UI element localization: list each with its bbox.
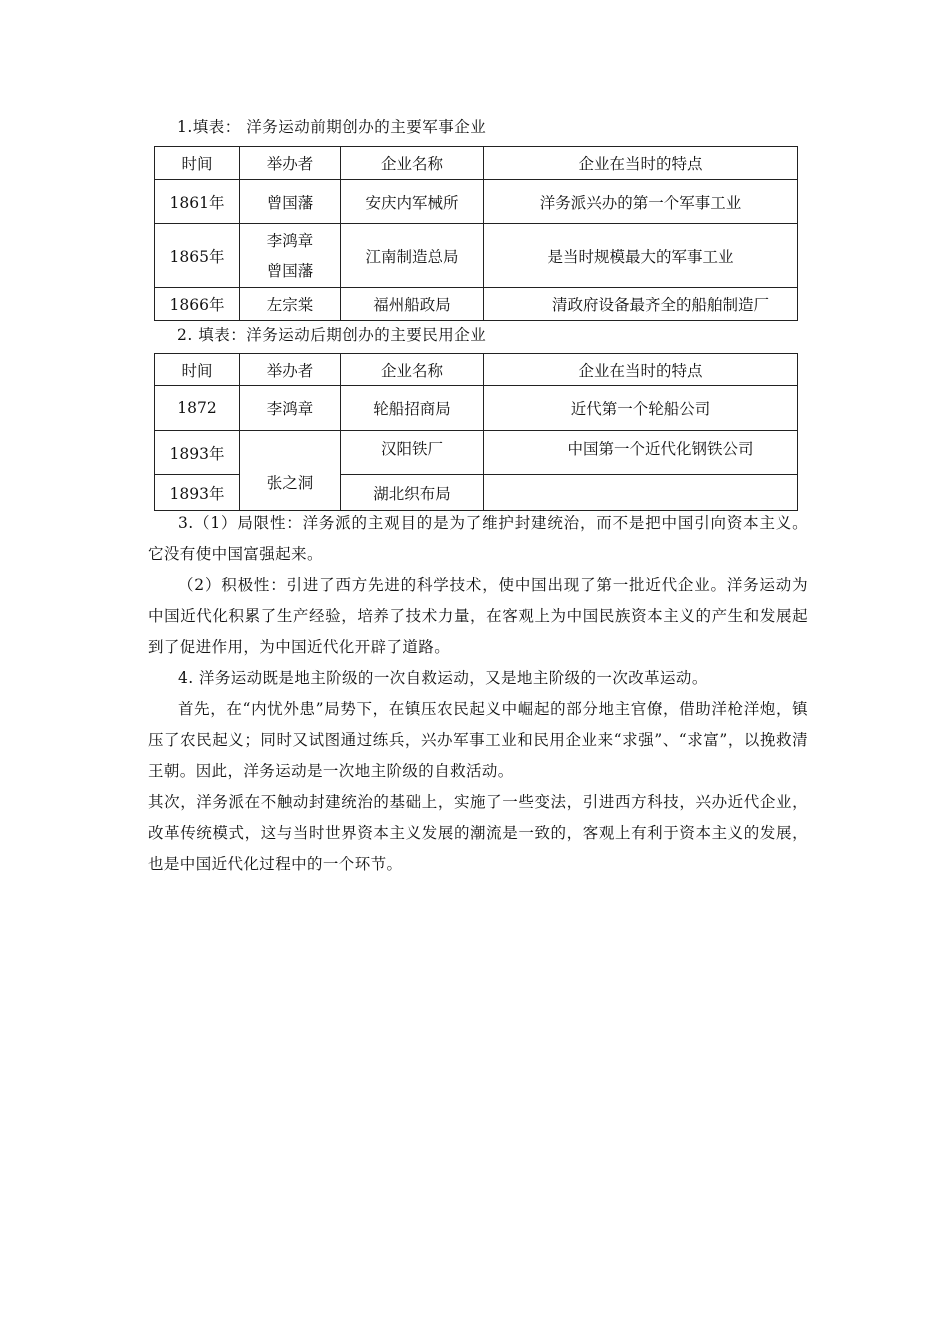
cell-feature: 中国第一个近代化钢铁公司 [484,431,798,475]
header-organizer: 举办者 [240,147,341,180]
cell-enterprise: 江南制造总局 [341,224,484,288]
cell-time: 1893年 [155,431,240,475]
answer-4-second: 其次，洋务派在不触动封建统治的基础上，实施了一些变法，引进西方科技，兴办近代企业，改革传统模式，这与当时世界资本主义发展的潮流是一致的，客观上有利于资本主义的发展，也是中国近代化过程中的一个环节。 [148,793,808,873]
table-row [155,224,798,288]
table-row [155,431,798,475]
organizer-line: 曾国藩 [266,261,314,280]
cell-enterprise: 安庆内军械所 [341,180,484,224]
cell-feature [484,475,798,511]
cell-feature: 清政府设备最齐全的船舶制造厂 [484,288,798,321]
cell-organizer: 左宗棠 [240,288,341,321]
answer-3-limitation: 3.（1）局限性：洋务派的主观目的是为了维护封建统治，而不是把中国引向资本主义。它没有使中国富强起来。 [148,514,808,563]
cell-feature: 近代第一个轮船公司 [484,386,798,431]
cell-organizer: 张之洞 [240,431,341,511]
header-enterprise: 企业名称 [341,354,484,386]
table-row [155,180,798,224]
answer-4-first: 首先，在“内忧外患”局势下，在镇压农民起义中崛起的部分地主官僚，借助洋枪洋炮，镇压了农民起义；同时又试图通过练兵，兴办军事工业和民用企业来“求强”、“求富”，以挽救清王朝。因此，洋务运动是一次地主阶级的自救活动。 [148,700,808,780]
cell-feature: 是当时规模最大的军事工业 [484,224,798,288]
cell-organizer: 曾国藩 [240,180,341,224]
civil-enterprises-table [154,353,798,511]
table-header-row [155,354,798,386]
answer-4-summary: 4. 洋务运动既是地主阶级的一次自救运动，又是地主阶级的一次改革运动。 [178,669,708,687]
table-row [155,288,798,321]
table2-title: 2. 填表：洋务运动后期创办的主要民用企业 [177,326,487,344]
cell-time: 1872 [155,386,240,431]
cell-feature: 洋务派兴办的第一个军事工业 [484,180,798,224]
answer-3-positive: （2）积极性：引进了西方先进的科学技术，使中国出现了第一批近代企业。洋务运动为中国近代化积累了生产经验，培养了技术力量，在客观上为中国民族资本主义的产生和发展起到了促进作用，为中国近代化开辟了道路。 [148,576,808,656]
table-row [155,386,798,431]
header-feature: 企业在当时的特点 [484,354,798,386]
header-enterprise: 企业名称 [341,147,484,180]
cell-time: 1893年 [155,475,240,511]
cell-enterprise: 湖北织布局 [341,475,484,511]
header-time: 时间 [155,354,240,386]
table1-title: 1.填表： 洋务运动前期创办的主要军事企业 [177,118,487,136]
cell-enterprise: 汉阳铁厂 [341,431,484,475]
header-organizer: 举办者 [240,354,341,386]
cell-time: 1866年 [155,288,240,321]
cell-time: 1865年 [155,224,240,288]
header-feature: 企业在当时的特点 [484,147,798,180]
cell-enterprise: 轮船招商局 [341,386,484,431]
table-header-row [155,147,798,180]
organizer-line: 李鸿章 [266,231,314,250]
cell-enterprise: 福州船政局 [341,288,484,321]
cell-organizer: 李鸿章 [240,386,341,431]
cell-organizer [240,224,341,288]
military-enterprises-table [154,146,798,321]
header-time: 时间 [155,147,240,180]
cell-time: 1861年 [155,180,240,224]
